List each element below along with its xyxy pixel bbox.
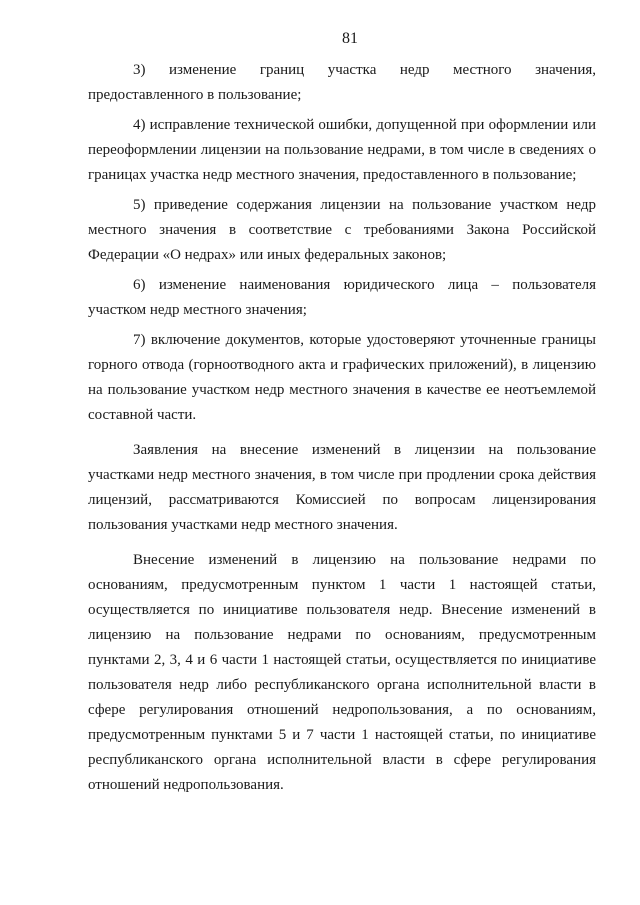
paragraph-item-4: 4) исправление технической ошибки, допущенной при оформлении или переоформлении лицензии на пользование недрами, в том числе в сведениях о границах участка недр местного значения, предоставленного в пользование; <box>88 117 596 183</box>
paragraph-item-3: 3) изменение границ участка недр местного значения, предоставленного в пользование; <box>88 62 596 103</box>
paragraph-item-5: 5) приведение содержания лицензии на пользование участком недр местного значения в соответствие с требованиями Закона Российской Федерации «О недрах» или иных федеральных законов; <box>88 197 596 263</box>
paragraph-item-7: 7) включение документов, которые удостоверяют уточненные границы горного отвода (горноотводного акта и графических приложений), в лицензию на пользование участком недр местного значения в качестве ее неотъемлемой составной части. <box>88 332 596 423</box>
paragraph-item-6: 6) изменение наименования юридического лица – пользователя участком недр местного значения; <box>88 277 596 318</box>
page-number: 81 <box>342 30 358 47</box>
paragraph-applications: Заявления на внесение изменений в лицензии на пользование участками недр местного значения, в том числе при продлении срока действия лицензий, рассматриваются Комиссией по вопросам лицензирования пользования участками недр местного значения. <box>88 442 596 533</box>
document-body <box>88 58 596 803</box>
paragraph-amendments: Внесение изменений в лицензию на пользование недрами по основаниям, предусмотренным пунктом 1 части 1 настоящей статьи, осуществляется по инициативе пользователя недр. Внесение изменений в лицензию на пользование недрами по основаниям, предусмотренным пунктами 2, 3, 4 и 6 части 1 настоящей статьи, осуществляется по инициативе пользователя недр либо республиканского органа исполнительной власти в сфере регулирования отношений недропользования, а по основаниям, предусмотренным пунктами 5 и 7 части 1 настоящей статьи, по инициативе республиканского органа исполнительной власти в сфере регулирования отношений недропользования. <box>88 552 596 793</box>
